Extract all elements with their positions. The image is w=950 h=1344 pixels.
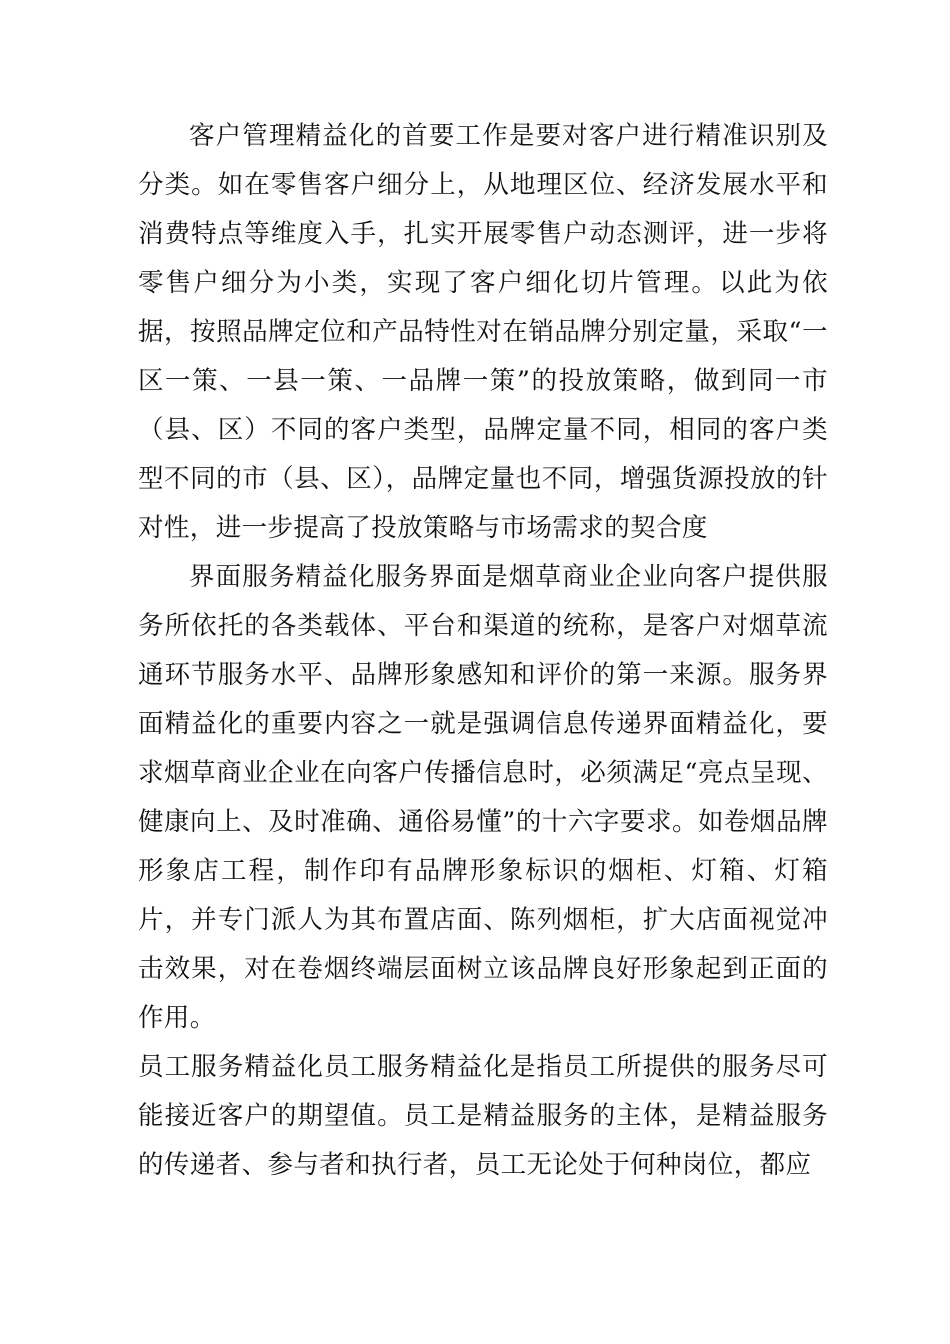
paragraph-employee-service: 员工服务精益化员工服务精益化是指员工所提供的服务尽可能接近客户的期望值。员工是精益服务的主体，是精益服务的传递者、参与者和执行者，员工无论处于何种岗位，都应: [138, 1052, 828, 1180]
document-body: [138, 112, 828, 1190]
paragraph-customer-management: 客户管理精益化的首要工作是要对客户进行精准识别及分类。如在零售客户细分上，从地理区位、经济发展水平和消费特点等维度入手，扎实开展零售户动态测评，进一步将零售户细分为小类，实现了客户细化切片管理。以此为依据，按照品牌定位和产品特性对在销品牌分别定量，采取“一区一策、一县一策、一品牌一策”的投放策略，做到同一市（县、区）不同的客户类型，品牌定量不同，相同的客户类型不同的市（县、区），品牌定量也不同，增强货源投放的针对性，进一步提高了投放策略与市场需求的契合度: [138, 121, 828, 543]
paragraph-interface-service: 界面服务精益化服务界面是烟草商业企业向客户提供服务所依托的各类载体、平台和渠道的统称，是客户对烟草流通环节服务水平、品牌形象感知和评价的第一来源。服务界面精益化的重要内容之一就是强调信息传递界面精益化，要求烟草商业企业在向客户传播信息时，必须满足“亮点呈现、健康向上、及时准确、通俗易懂”的十六字要求。如卷烟品牌形象店工程，制作印有品牌形象标识的烟柜、灯箱、灯箱片，并专门派人为其布置店面、陈列烟柜，扩大店面视觉冲击效果，对在卷烟终端层面树立该品牌良好形象起到正面的作用。: [138, 562, 828, 1033]
